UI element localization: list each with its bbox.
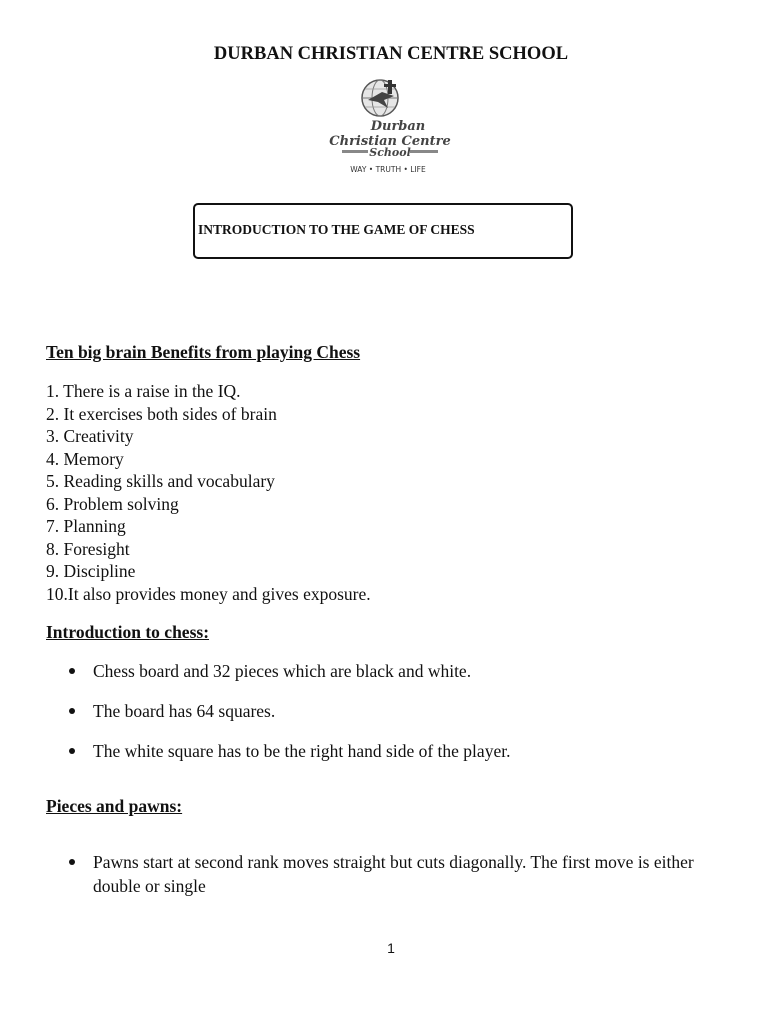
list-item: 6. Problem solving: [46, 493, 179, 514]
bullet-item: Pawns start at second rank moves straight but cuts diagonally. The first move is either double or single: [0, 850, 743, 898]
school-title: DURBAN CHRISTIAN CENTRE SCHOOL: [213, 44, 569, 64]
svg-text:Durban: Durban: [370, 119, 426, 134]
bullet-item: The board has 64 squares.: [0, 699, 743, 723]
list-item: 5. Reading skills and vocabulary: [46, 471, 275, 491]
list-item: 8. Foresight: [46, 538, 130, 559]
globe-icon: [362, 80, 398, 116]
benefits-list: [46, 380, 371, 605]
intro-heading: Introduction to chess:: [46, 622, 210, 642]
svg-text:School: School: [369, 146, 411, 159]
list-item: 7. Planning: [46, 516, 126, 536]
pieces-heading: Pieces and pawns:: [46, 796, 183, 816]
pieces-bullet-list: [0, 850, 743, 898]
document-title: INTRODUCTION TO THE GAME OF CHESS: [198, 222, 475, 237]
school-logo: [329, 78, 451, 176]
bullet-item: Chess board and 32 pieces which are black and white.: [0, 659, 743, 683]
svg-text:Christian Centre: Christian Centre: [329, 134, 451, 149]
list-item: 3. Creativity: [46, 426, 134, 446]
page-number: 1: [387, 940, 395, 956]
list-item: 4. Memory: [46, 448, 124, 469]
list-item: 2. It exercises both sides of brain: [46, 403, 277, 424]
list-item: 9. Discipline: [46, 561, 136, 581]
list-item: 10.It also provides money and gives exposure.: [46, 583, 371, 604]
list-item: 1. There is a raise in the IQ.: [46, 381, 241, 401]
intro-bullet-list: [0, 659, 743, 779]
bullet-item: The white square has to be the right hand side of the player.: [0, 739, 743, 763]
svg-text:WAY • TRUTH • LIFE: WAY • TRUTH • LIFE: [350, 165, 426, 174]
benefits-heading: Ten big brain Benefits from playing Chess: [46, 342, 361, 362]
